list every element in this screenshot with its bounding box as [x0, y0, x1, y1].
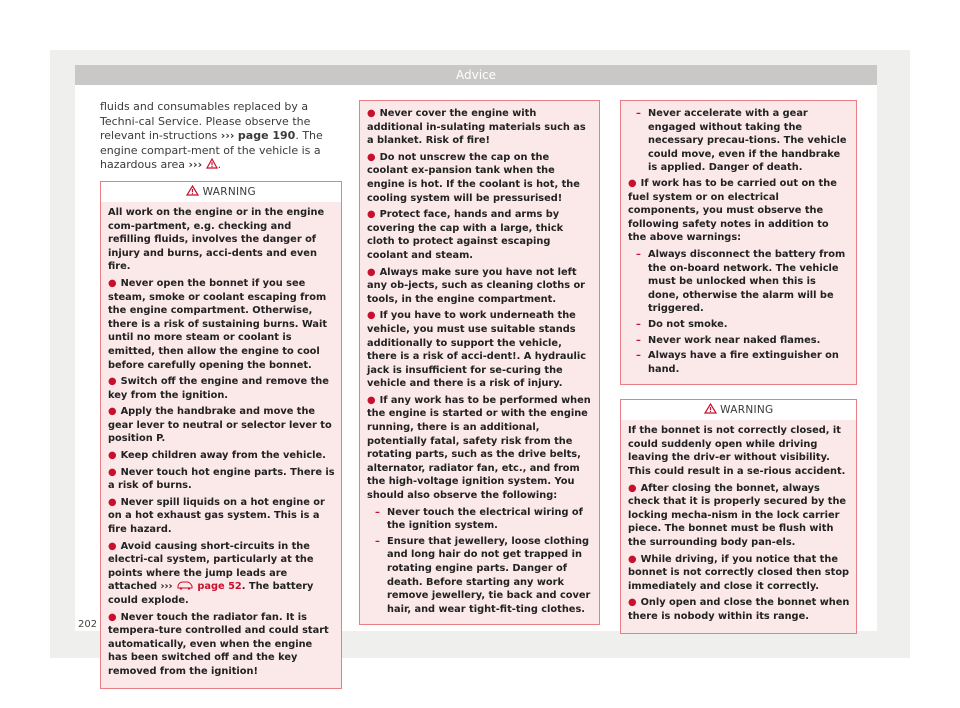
warning-triangle-icon [704, 403, 717, 414]
warning-triangle-icon [186, 185, 199, 196]
bullet-dot-icon: ● [108, 540, 117, 552]
dash-icon: – [636, 108, 641, 119]
warning-sub-item: – Never touch the electrical wiring of the ignition system. [375, 506, 583, 532]
bullet-dot-icon: ● [108, 277, 117, 289]
dash-icon: – [636, 248, 641, 260]
warning-lead: If the bonnet is not correctly closed, it could suddenly open while driving leaving the driv-er without visibility. This could result in a se-rious accident. [628, 425, 846, 478]
page-number: 202 [78, 619, 98, 630]
warning-triangle-icon [206, 158, 218, 169]
bullet-dot-icon: ● [108, 611, 117, 623]
warning-bullet: ● If any work has to be performed when the engine is started or with the engine running, there is an additional, potentially fatal, safety risk from the rotating parts, such as the drive belts, alternator, radiator fan, etc., and from the high-voltage ignition system. You should also observe the following: [367, 394, 591, 502]
warning-bullet: ● Always make sure you have not left any ob-jects, such as cleaning cloths or tools, in the engine compartment. [367, 266, 586, 305]
warning-bullet: ● Never cover the engine with additional in-sulating materials such as a blanket. Risk of fire! [367, 108, 586, 147]
warning-sub-item: – Ensure that jewellery, loose clothing and long hair do not get trapped in rotating engine parts. Danger of death. Before starting any work remove jewellery, tie back and cover hair, and wear tight-fit-ting clothes. [375, 535, 591, 615]
warning-body [621, 420, 856, 632]
section-header: Advice [75, 65, 877, 85]
dash-icon: – [636, 318, 641, 330]
bullet-dot-icon: ● [108, 450, 117, 462]
dash-icon: – [375, 506, 380, 518]
manual-page [75, 65, 877, 677]
warning-body [360, 101, 599, 624]
warning-box-1-continued-2 [620, 100, 857, 385]
bullet-dot-icon: ● [108, 406, 117, 418]
intro-arrows[interactable]: ››› [220, 129, 235, 143]
bullet-dot-icon: ● [367, 209, 376, 221]
warning-header [101, 182, 341, 202]
warning-bullet: ● Never open the bonnet if you see steam, smoke or coolant escaping from the engine compartment. Otherwise, there is a risk of sustaining burns. Wait until no more steam or coolant is emitted, then allow the engine to cool before carefully opening the bonnet. [108, 277, 328, 371]
warning-bullet: ● Never touch the radiator fan. It is tempera-ture controlled and could start automatically, even when the engine has been switched off and the key removed from the ignition! [108, 611, 329, 677]
bullet-dot-icon: ● [628, 482, 637, 494]
warning-bullet: ● Protect face, hands and arms by covering the cap with a large, thick cloth to protect against escaping coolant and steam. [367, 209, 564, 261]
bullet-dot-icon: ● [628, 553, 637, 565]
warning-bullet: ● Apply the handbrake and move the gear lever to neutral or selector lever to position P. [108, 406, 332, 445]
dash-icon: – [636, 350, 641, 362]
warning-sub-item: – Never accelerate with a gear engaged without taking the necessary precau-tions. The vehicle could move, even if the handbrake is applied. Danger of death. [636, 108, 847, 174]
warning-body [621, 101, 856, 384]
warning-bullet: ● Switch off the engine and remove the key from the ignition. [108, 376, 329, 401]
intro-paragraph: fluids and consumables replaced by a Techni-cal Service. Please observe the relevant in-structions ››› page 190. The engine compart-ment of the vehicle is a hazardous area ››› . [100, 100, 323, 172]
bullet-dot-icon: ● [628, 177, 637, 189]
warning-bullet: ● If work has to be carried out on the fuel system or on electrical components, you must observe the following safety notes in addition to the above warnings: [628, 177, 837, 244]
warning-bullet: ● Only open and close the bonnet when there is nobody within its range. [628, 597, 850, 622]
column-2 [359, 100, 600, 625]
warning-sub-item: – Do not smoke. [636, 318, 728, 330]
dash-icon: – [375, 535, 380, 547]
bullet-dot-icon: ● [367, 108, 376, 119]
warning-title: WARNING [720, 404, 774, 417]
intro-page-link[interactable]: page 190 [237, 129, 296, 143]
warning-box-2 [620, 399, 857, 633]
warning-lead: All work on the engine or in the engine com-partment, e.g. checking and refilling fluids, involves the danger of injury and burns, acci-dents and even fire. [108, 206, 325, 273]
bullet-dot-icon: ● [108, 376, 117, 388]
warning-bullet: ● Never touch hot engine parts. There is a risk of burns. [108, 466, 335, 492]
bullet-dot-icon: ● [108, 496, 117, 508]
warning-box-1-continued [359, 100, 600, 625]
warning-sub-item: – Always disconnect the battery from the on-board network. The vehicle must be unlocked when this is done, otherwise the alarm will be triggered. [636, 248, 846, 315]
warning-bullet: ● Never spill liquids on a hot engine or on a hot exhaust gas system. This is a fire hazard. [108, 496, 325, 536]
bullet-dot-icon: ● [628, 597, 637, 609]
warning-sub-item: – Always have a fire extinguisher on hand. [636, 350, 839, 375]
warning-body [101, 202, 341, 688]
warning-box-1 [100, 181, 342, 689]
column-3 [620, 100, 857, 634]
warning-bullet: ● If you have to work underneath the vehicle, you must use suitable stands additionally to support the vehicle, there is a risk of acci-dent!. A hydraulic jack is insufficient for se-curing the vehicle and there is a risk of injury. [367, 310, 587, 390]
warning-bullet: ● Do not unscrew the cap on the coolant ex-pansion tank when the engine is hot. If the coolant is hot, the cooling system will be pressurised! [367, 151, 580, 204]
warning-bullet: ● After closing the bonnet, always check that it is properly secured by the locking mecha-nism in the lock carrier piece. The bonnet must be flush with the surrounding body pan-els. [628, 482, 847, 549]
warning-bullet-jump: ● Avoid causing short-circuits in the electri-cal system, particularly at the points where the jump leads are attached ››› page 52. The battery could explode. [108, 540, 314, 606]
warning-title: WARNING [202, 185, 256, 198]
warning-sub-item: – Never work near naked flames. [636, 334, 821, 346]
car-battery-icon [176, 580, 194, 590]
warning-bullet: ● While driving, if you notice that the bonnet is not correctly closed then stop immediately and close it correctly. [628, 553, 850, 592]
bullet-dot-icon: ● [108, 466, 117, 478]
bullet-dot-icon: ● [367, 310, 376, 322]
warning-bullet: ● Keep children away from the vehicle. [108, 450, 326, 462]
bullet-dot-icon: ● [367, 394, 376, 406]
dash-icon: – [636, 334, 641, 346]
jump-arrows[interactable]: ››› [160, 581, 173, 593]
bullet-dot-icon: ● [367, 151, 376, 163]
bullet-dot-icon: ● [367, 266, 376, 278]
column-1 [100, 100, 342, 689]
warning-header [621, 400, 856, 420]
page-frame [50, 50, 910, 677]
jump-page-link[interactable]: page 52 [197, 581, 242, 593]
